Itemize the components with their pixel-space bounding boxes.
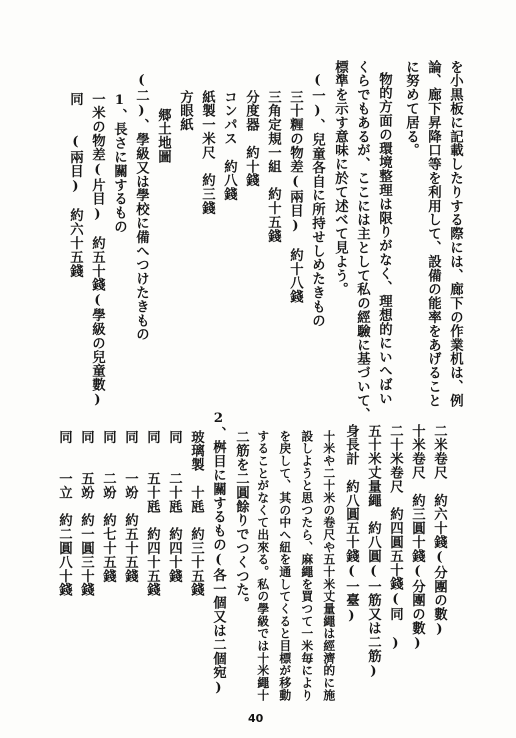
text-column: 2、桝目に關するもの(各一個又は二個宛)	[210, 410, 227, 696]
text-column: 五十米丈量繩 約八圓(一筋又は二筋)	[365, 424, 382, 680]
text-column: 設しようと思つたら、麻繩を買つて一米毎により	[299, 430, 314, 702]
text-column: を小黒板に記載したりする際には、廊下の作業机は、例	[447, 60, 464, 408]
page-number: 40	[248, 712, 264, 725]
text-column: 同 一竕 約五十五錢	[122, 430, 139, 583]
text-column: 紙製一米尺 約三錢	[199, 90, 216, 216]
text-column: 十米や二十米の卷尺や五十米丈量繩は經濟的に施	[321, 430, 336, 702]
text-column: 十米卷尺 約三圓十錢(分團の數)	[409, 424, 426, 652]
text-column: 方眼紙	[177, 90, 194, 132]
text-column: 同 二十瓱 約四十錢	[166, 430, 183, 583]
text-column: 同 五竕 約一圓三十錢	[78, 430, 95, 597]
text-column: 論、廊下昇降口等を利用して、設備の能率をあげること	[425, 60, 442, 408]
text-column: (一)、兒童各自に所持せしめたきもの	[309, 72, 326, 328]
text-column: 郷土地圖	[155, 108, 172, 164]
text-column: 身長計 約八圓五十錢(一臺)	[343, 424, 360, 624]
text-column: 二米卷尺 約六十錢(分團の數)	[431, 424, 448, 638]
text-column: 同 二竕 約七十五錢	[100, 430, 117, 583]
text-column: 一米の物差(片目) 約五十錢(學級の兒童數)	[89, 92, 106, 409]
text-column: コンパス 約八錢	[221, 90, 238, 202]
text-column: 三十糎の物差(兩目) 約十八錢	[287, 90, 304, 304]
text-column: 玻璃製 十瓱 約三十五錢	[188, 430, 205, 597]
text-column: 同 五十瓱 約四十五錢	[144, 430, 161, 597]
text-column: することがなくて出來る。私の學級では十米繩十	[255, 430, 270, 702]
text-column: 標準を示す意味に於て述べて見よう。	[332, 60, 349, 297]
text-column: 二筋を二圓餘りでつくつた。	[233, 430, 250, 611]
text-column: 物的方面の環境整理は限りがなく、理想的にいへばい	[376, 72, 393, 406]
text-column: 同 (兩目) 約六十五錢	[67, 92, 84, 278]
text-column: くらでもあるが、ここには主として私の經驗に基づいて、	[354, 60, 371, 422]
text-column: に努めて居る。	[403, 60, 420, 158]
text-column: 二十米卷尺 約四圓五十錢(同 )	[387, 424, 404, 652]
text-column: 分度器 約十錢	[243, 90, 260, 188]
text-column: 同 一立 約二圓八十錢	[56, 430, 73, 597]
text-column: (二)、學級又は學校に備へつけたきもの	[133, 72, 150, 342]
text-column: を戻して、其の中へ紐を通してくると目標が移動	[277, 430, 292, 702]
text-column: 1、長さに關するもの	[111, 92, 128, 234]
text-column: 三角定規一組 約十五錢	[265, 90, 282, 243]
